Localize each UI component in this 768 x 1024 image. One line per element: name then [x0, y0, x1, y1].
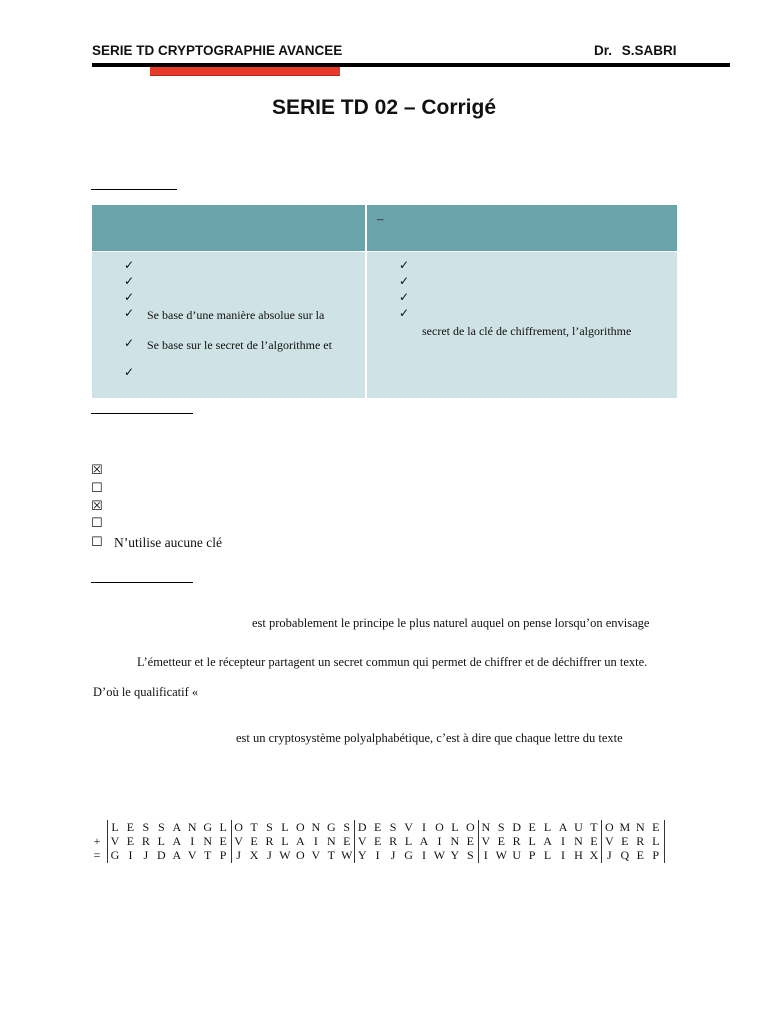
cipher-letter: A [172, 848, 182, 862]
cipher-letter: R [389, 834, 398, 848]
cipher-letter: V [311, 848, 321, 862]
cipher-letter: E [497, 834, 505, 848]
cipher-letter: L [404, 834, 413, 848]
block-separator [601, 848, 602, 863]
paragraph-3: D’où le qualificatif « [93, 685, 199, 699]
cipher-letter: T [590, 820, 598, 834]
block-separator [601, 820, 602, 835]
cipher-letter: V [110, 834, 120, 848]
table-body-right [367, 252, 677, 398]
cipher-letter: Y [450, 848, 460, 862]
key-row [92, 834, 682, 849]
cipher-letter: W [341, 848, 353, 862]
table-header-right-text: – [377, 211, 384, 226]
cipher-letter: J [390, 848, 396, 862]
cipher-letter: N [311, 820, 321, 834]
cipher-letter: T [327, 848, 335, 862]
cipher-letter: N [203, 834, 213, 848]
cipher-letter: E [621, 834, 629, 848]
cipher-letter: E [219, 834, 227, 848]
block-separator [601, 834, 602, 849]
check-icon: ✓ [399, 274, 410, 288]
check-icon: ✓ [124, 306, 135, 320]
cipher-letter: I [422, 848, 426, 862]
paragraph-2: L’émetteur et le récepteur partagent un secret commun qui permet de chiffrer et de déchiffrer un texte. [137, 655, 648, 669]
cipher-letter: L [281, 834, 289, 848]
cipher-letter: V [605, 834, 614, 848]
cipher-letter: V [234, 834, 243, 848]
cipher-letter: E [126, 820, 135, 834]
cipher-letter: O [234, 820, 243, 834]
table-left-item: Se base sur le secret de l’algorithme et [147, 338, 332, 352]
cipher-letter: D [357, 820, 367, 834]
table-header-left [92, 205, 365, 251]
cipher-letter: I [128, 848, 133, 862]
cipher-letter: S [158, 820, 165, 834]
cipher-letter: I [483, 848, 488, 862]
section-1-heading-underline [91, 189, 177, 190]
cipher-letter: L [451, 820, 459, 834]
cipher-letter: I [190, 834, 195, 848]
cipher-letter: P [652, 848, 660, 862]
cipher-letter: N [187, 820, 197, 834]
cipher-letter: G [326, 820, 336, 834]
cipher-letter: I [313, 834, 318, 848]
cipher-letter: E [373, 834, 382, 848]
cipher-letter: W [279, 848, 291, 862]
cipher-letter: O [435, 820, 444, 834]
cipher-letter: N [450, 834, 460, 848]
row-label: + [93, 834, 101, 848]
section-3-heading-underline [91, 582, 193, 583]
cipher-letter: I [422, 820, 426, 834]
cipher-letter: N [574, 834, 583, 848]
cipher-letter: T [250, 820, 258, 834]
block-separator [107, 848, 108, 863]
cipher-letter: Q [620, 848, 630, 862]
cipher-letter: L [543, 848, 552, 862]
cipher-letter: A [543, 834, 552, 848]
block-separator [231, 834, 232, 849]
cipher-letter: O [466, 820, 475, 834]
cipher-letter: E [250, 834, 258, 848]
cipher-letter: E [652, 820, 660, 834]
cipher-letter: E [528, 820, 536, 834]
cipher-letter: T [204, 848, 212, 862]
cipher-letter: J [267, 848, 272, 862]
block-separator [478, 848, 479, 863]
cipher-letter: I [437, 834, 442, 848]
cipher-letter: V [357, 834, 367, 848]
cipher-letter: R [141, 834, 150, 848]
cipher-letter: Y [357, 848, 367, 862]
cipher-letter: O [296, 848, 305, 862]
cipher-letter: G [110, 848, 120, 862]
comparison-table [92, 205, 677, 398]
checkbox-unchecked[interactable]: ☐ [91, 516, 103, 531]
block-separator [354, 820, 355, 835]
check-icon: ✓ [124, 336, 135, 350]
block-separator [664, 834, 665, 849]
cipher-letter: O [296, 820, 305, 834]
cipher-letter: R [265, 834, 274, 848]
table-header-right [367, 205, 677, 251]
cipher-letter: S [389, 820, 397, 834]
cipher-letter: A [419, 834, 429, 848]
table-left-item: Se base d’une manière absolue sur la [147, 308, 325, 322]
plaintext-row [92, 820, 682, 835]
cipher-letter: N [635, 820, 645, 834]
cipher-letter: A [172, 820, 182, 834]
cipher-letter: G [404, 848, 413, 862]
header-author: Dr. S.SABRI [594, 43, 677, 58]
cipher-letter: I [375, 848, 380, 862]
header-accent-bar [150, 67, 340, 76]
cipher-letter: G [203, 820, 213, 834]
header-course-title: SERIE TD CRYPTOGRAPHIE AVANCEE [92, 43, 343, 58]
cipher-letter: S [343, 820, 351, 834]
cipher-letter: P [528, 848, 536, 862]
page-title [0, 96, 768, 120]
block-separator [478, 834, 479, 849]
ciphertext-row [92, 848, 682, 863]
checkbox-checked[interactable]: ☒ [91, 499, 103, 514]
cipher-letter: E [343, 834, 351, 848]
cipher-letter: E [590, 834, 598, 848]
row-label: = [93, 848, 101, 862]
section-2-heading-underline [91, 413, 193, 414]
cipher-letter: S [142, 820, 150, 834]
cipher-letter: E [126, 834, 135, 848]
cipher-letter: U [574, 820, 583, 834]
cipher-letter: S [467, 848, 474, 862]
page-title-text: SERIE TD 02 – Corrigé [271, 96, 497, 119]
cipher-letter: E [466, 834, 475, 848]
paragraph-4: est un cryptosystème polyalphabétique, c’est à dire que chaque lettre du texte [236, 731, 623, 745]
cipher-letter: E [373, 820, 382, 834]
checkbox-unchecked[interactable]: ☐ [91, 481, 103, 496]
cipher-letter: J [143, 848, 149, 862]
block-separator [231, 848, 232, 863]
cipher-letter: A [172, 834, 182, 848]
check-icon: ✓ [124, 290, 135, 304]
block-separator [354, 834, 355, 849]
check-icon: ✓ [399, 306, 410, 320]
block-separator [107, 820, 108, 835]
cipher-letter: L [157, 834, 166, 848]
cipher-letter: D [157, 848, 166, 862]
cipher-letter: D [512, 820, 522, 834]
block-separator [107, 834, 108, 849]
cipher-letter: N [481, 820, 491, 834]
cipher-letter: L [111, 820, 119, 834]
cipher-letter: A [558, 820, 568, 834]
checklist-item-label: N’utilise aucune clé [114, 535, 222, 550]
block-separator [664, 848, 665, 863]
cipher-letter: P [219, 848, 227, 862]
block-separator [478, 820, 479, 835]
checkbox-unchecked[interactable]: ☐ [91, 535, 103, 550]
cipher-letter: W [495, 848, 507, 862]
cipher-letter: S [497, 820, 505, 834]
cipher-letter: E [636, 848, 644, 862]
cipher-letter: V [481, 834, 491, 848]
cipher-letter: U [512, 848, 522, 862]
cipher-letter: A [296, 834, 305, 848]
cipher-letter: L [543, 820, 552, 834]
cipher-letter: J [236, 848, 241, 862]
check-icon: ✓ [124, 274, 135, 288]
cipher-letter: S [266, 820, 273, 834]
check-icon: ✓ [399, 290, 410, 304]
cipher-letter: H [574, 848, 583, 862]
cipher-letter: V [404, 820, 413, 834]
check-icon: ✓ [124, 365, 135, 379]
check-icon: ✓ [124, 258, 135, 272]
cipher-letter: X [249, 848, 259, 862]
cipher-letter: L [219, 820, 227, 834]
cipher-letter: X [589, 848, 599, 862]
check-icon: ✓ [399, 258, 410, 272]
cipher-letter: L [652, 834, 660, 848]
cipher-letter: O [605, 820, 614, 834]
block-separator [354, 848, 355, 863]
cipher-letter: L [528, 834, 536, 848]
cipher-letter: W [433, 848, 446, 862]
cipher-letter: L [281, 820, 289, 834]
cipher-letter: R [512, 834, 521, 848]
cipher-letter: J [607, 848, 612, 862]
cipher-letter: I [561, 848, 566, 862]
cipher-letter: V [187, 848, 197, 862]
cipher-letter: I [561, 834, 566, 848]
table-right-note: secret de la clé de chiffrement, l’algorithme [422, 324, 632, 338]
paragraph-1: est probablement le principe le plus naturel auquel on pense lorsqu’on envisage [252, 616, 650, 630]
block-separator [231, 820, 232, 835]
table-body-left [92, 252, 365, 398]
checkbox-checked[interactable]: ☒ [91, 463, 103, 478]
block-separator [664, 820, 665, 835]
cipher-letter: N [326, 834, 336, 848]
cipher-letter: M [619, 820, 631, 834]
cipher-letter: R [636, 834, 645, 848]
